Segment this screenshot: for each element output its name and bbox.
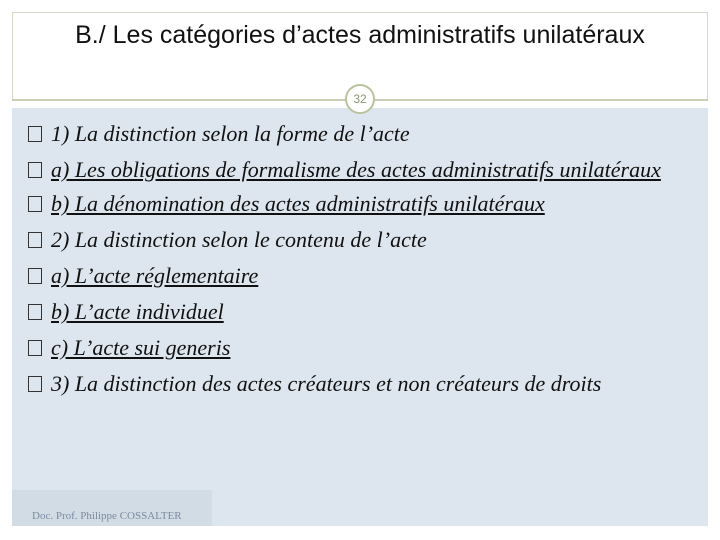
bullet-box-icon [28, 340, 42, 356]
bullet-box-icon [28, 162, 42, 178]
bullet-box-icon [28, 126, 42, 142]
footer-credit: Doc. Prof. Philippe COSSALTER [32, 510, 182, 522]
bullet-item [26, 334, 686, 362]
bullet-item [26, 226, 686, 254]
bullet-text: a) L’acte réglementaire [51, 263, 259, 288]
bullet-item [26, 190, 686, 218]
bullet-box-icon [28, 376, 42, 392]
bullet-list [26, 120, 686, 406]
bullet-item [26, 156, 686, 184]
bullet-box-icon [28, 196, 42, 212]
bullet-text: b) L’acte individuel [51, 299, 224, 324]
slide-title: B./ Les catégories d’actes administratifs unilatéraux [75, 21, 645, 49]
bullet-item [26, 262, 686, 290]
bullet-item [26, 370, 686, 398]
bullet-text: 1) La distinction selon la forme de l’acte [51, 121, 410, 146]
slide-number-badge: 32 [345, 84, 375, 114]
bullet-text: 3) La distinction des actes créateurs et non créateurs de droits [51, 371, 602, 396]
bullet-item [26, 120, 686, 148]
bullet-text: a) Les obligations de formalisme des actes administratifs unilatéraux [51, 157, 661, 182]
bullet-text: 2) La distinction selon le contenu de l’acte [51, 227, 427, 252]
bullet-item [26, 298, 686, 326]
bullet-text: b) La dénomination des actes administratifs unilatéraux [51, 191, 545, 216]
bullet-box-icon [28, 232, 42, 248]
bullet-text: c) L’acte sui generis [51, 335, 231, 360]
bullet-box-icon [28, 268, 42, 284]
bullet-box-icon [28, 304, 42, 320]
